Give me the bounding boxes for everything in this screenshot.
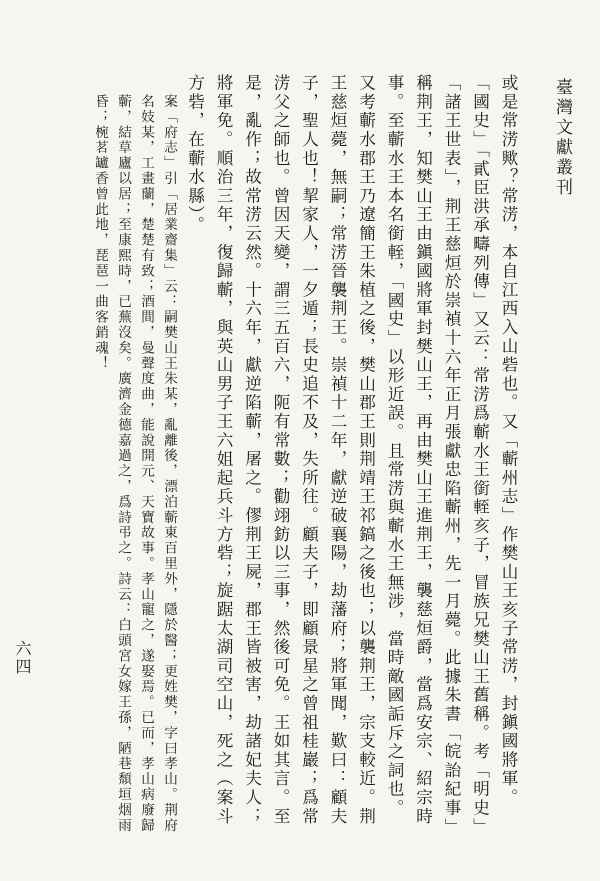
annotation-note: 案「府志」引「居業齋集」云：嗣樊山王朱某，亂離後，漂泊蘄東百里外，隱於醫；更姓樊，字曰孝山。荆府名妓某，工畫蘭，楚楚有致；酒間，曼聲度曲，能說開元、天寶故事。孝山寵之，遂娶焉。已而，孝山病廢歸蘄，結草廬以居；至康熙時，已蕪沒矣。廣濟金德嘉過之，爲詩弔之。詩云：白頭宮女嫁王孫，陋巷頹垣烟雨昏；椀茗罏香曾此地，琵琶一曲客銷魂！ bbox=[92, 94, 177, 834]
page-number: 六四 bbox=[13, 640, 32, 676]
series-title: 臺灣文獻叢刊 bbox=[552, 78, 572, 198]
main-paragraph: 或是常淓歟？常淓，本自江西入山砦也。又「蘄州志」作樊山王亥子常淓，封鎭國將軍。「國史」「貳臣洪承疇列傳」又云：常淓爲蘄水王銜輊亥子，冒族兄樊山王舊稱。考「明史」「諸王世表」，荆王慈烜於崇禎十六年正月張獻忠陷蘄州，先一月薨。此據朱書「皖詒紀事」稱荆王，知樊山王由鎭國將軍封樊山王，再由樊山王進荆王，襲慈烜爵，當爲安宗、紹宗時事。至蘄水王本名銜輊，「國史」以形近誤。且常淓與蘄水王無涉，當時敵國詬斥之詞也。又考蘄水郡王乃遼簡王朱植之後，樊山郡王則荆靖王祁鎬之後也；以襲荆王，宗支較近。荆王慈烜薨，無嗣；常淓晉襲荆王。崇禎十二年，獻逆破襄陽，劫藩府；將軍聞，歎曰：顧夫子，聖人也！挈家人，一夕遁；長史追不及，失所往。顧夫子，即顧景星之曾祖桂巖；爲常淓父之師也。曾因天變，謂三五百六，阨有常數；勸翊鈁以三事，然後可免。王如其言。至是，亂作；故常淓云然。十六年，獻逆陷蘄，屠之。僇荆王屍，郡王皆被害，劫諸妃夫人；將軍免。順治三年，復歸蘄，與英山男子王六姐起兵斗方砦；旋踞太湖司空山，死之（案斗方砦，在蘄水縣）。 bbox=[185, 74, 518, 829]
main-text-column-block bbox=[22, 74, 522, 834]
